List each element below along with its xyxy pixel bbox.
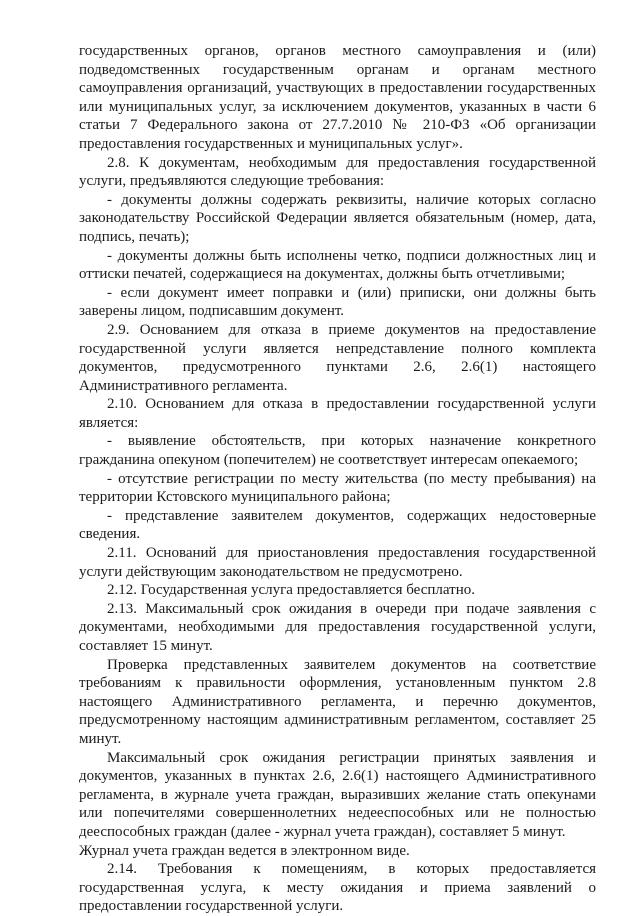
paragraph-2-12: 2.12. Государственная услуга предоставляется бесплатно. — [107, 582, 475, 599]
list-item-no-registration: - отсутствие регистрации по месту жительства (по месту пребывания) на территории Кстовского муниципального района; — [79, 470, 596, 506]
paragraph-2-13: 2.13. Максимальный срок ожидания в очереди при подаче заявления с документами, необходимыми для предоставления государственной услуги, составляет 15 минут. — [79, 600, 596, 654]
list-item-clear-execution: - документы должны быть исполнены четко, подписи должностных лиц и оттиски печатей, содержащиеся на документах, должны быть отчетливыми; — [79, 247, 596, 283]
paragraph-2-11: 2.11. Оснований для приостановления предоставления государственной услуги действующим законодательством не предусмотрено. — [79, 545, 596, 580]
paragraph-registration-wait: Максимальный срок ожидания регистрации принятых заявления и документов, указанных в пунктах 2.6, 2.6(1) настоящего Административного регламента, в журнале учета граждан, выразивших желание стать опекунами или попечителями совершеннолетних недееспособных или не полностью дееспособных граждан (далее - журнал учета граждан), составляет 5 минут. — [79, 749, 596, 840]
paragraph-document-check: Проверка представленных заявителем документов на соответствие требованиям к правильности оформления, установленным пунктом 2.8 настоящего Административного регламента, и перечню документов, предусмотренному настоящим административным регламентом, составляет 25 минут. — [79, 656, 596, 747]
paragraph-2-10: 2.10. Основанием для отказа в предоставлении государственной услуги является: — [79, 396, 596, 431]
list-item-circumstances: - выявление обстоятельств, при которых назначение конкретного гражданина опекуном (попечителем) не соответствует интересам опекаемого; — [79, 433, 596, 469]
paragraph-electronic-journal: Журнал учета граждан ведется в электронном виде. — [79, 842, 410, 859]
paragraph-2-14: 2.14. Требования к помещениям, в которых предоставляется государственная услуга, к месту ожидания и приема заявлений о предоставлении государственной услуги. — [79, 861, 596, 915]
paragraph-intro-continuation: государственных органов, органов местного самоуправления и (или) подведомственных государственным органам и органам местного самоуправления организаций, участвующих в предоставлении государственных или муниципальных услуг, за исключением документов, указанных в части 6 статьи 7 Федерального закона от 27.7.2010 № 210-ФЗ «Об организации предоставления государственных и муниципальных услуг». — [79, 43, 596, 152]
list-item-requisites: - документы должны содержать реквизиты, наличие которых согласно законодательству Российской Федерации является обязательным (номер, дата, подпись, печать); — [79, 191, 596, 245]
list-item-corrections: - если документ имеет поправки и (или) приписки, они должны быть заверены лицом, подписавшим документ. — [79, 284, 596, 320]
paragraph-2-8: 2.8. К документам, необходимым для предоставления государственной услуги, предъявляются следующие требования: — [79, 154, 596, 190]
list-item-false-info: - представление заявителем документов, содержащих недостоверные сведения. — [79, 507, 596, 543]
paragraph-2-9: 2.9. Основанием для отказа в приеме документов на предоставление государственной услуги является непредставление полного комплекта документов, предусмотренного пунктами 2.6, 2.6(1) настоящего Административного регламента. — [79, 321, 596, 394]
